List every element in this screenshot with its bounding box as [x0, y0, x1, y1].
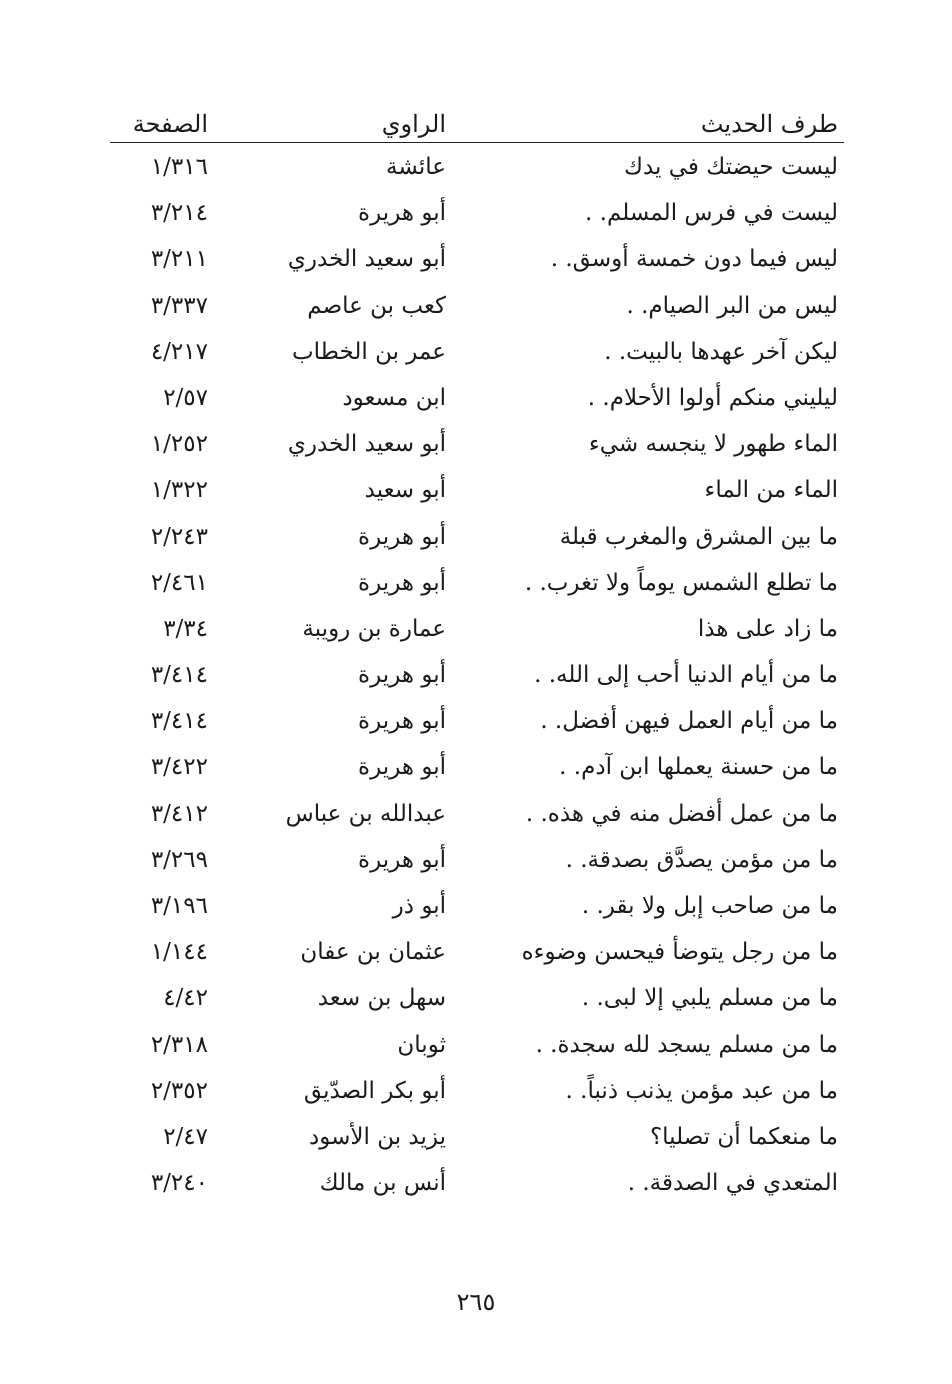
hadith-text: ما من مسلم يلبي إلا لبى. . [581, 985, 838, 1012]
hadith-text: ما من صاحب إبل ولا بقر. . [581, 893, 838, 919]
header-narrator: الراوي [381, 110, 446, 138]
narrator-name: عبدالله بن عباس [285, 800, 446, 827]
table-row [110, 240, 844, 286]
hadith-text: الماء من الماء [704, 477, 838, 504]
table-row [110, 1026, 844, 1072]
page-reference: ٣/١٩٦ [150, 893, 208, 919]
page-reference: ٣/٢٦٩ [150, 846, 208, 873]
narrator-name: ابن مسعود [342, 384, 446, 411]
page-reference: ١/٣١٦ [150, 154, 208, 180]
narrator-name: أبو هريرة [358, 200, 446, 227]
table-row [110, 748, 844, 794]
table-row [110, 148, 844, 194]
narrator-name: أبو سعيد الخدري [287, 246, 446, 273]
hadith-text: ليليني منكم أولوا الأحلام. . [587, 384, 838, 411]
table-row [110, 1118, 844, 1164]
hadith-text: ما تطلع الشمس يوماً ولا تغرب. . [524, 569, 838, 596]
narrator-name: سهل بن سعد [317, 985, 446, 1012]
hadith-text: ما زاد على هذا [697, 615, 838, 642]
narrator-name: عائشة [386, 154, 446, 180]
narrator-name: أبو سعيد الخدري [287, 431, 446, 458]
page-reference: ٣/٢٤٠ [150, 1170, 208, 1197]
table-header [110, 106, 844, 143]
hadith-text: ليكن آخر عهدها بالبيت. . [604, 338, 838, 365]
page-reference: ١/٢٥٢ [150, 431, 208, 458]
hadith-text: ما من مؤمن يصدَّق بصدقة. . [565, 846, 838, 873]
table-row [110, 656, 844, 702]
narrator-name: أبو هريرة [358, 523, 446, 550]
table-row [110, 702, 844, 748]
narrator-name: أبو سعيد [364, 477, 446, 504]
page-reference: ٣/٣٣٧ [150, 292, 208, 319]
table-row [110, 933, 844, 979]
hadith-text: ما من عمل أفضل منه في هذه. . [525, 800, 838, 827]
page-reference: ٢/٤٧ [163, 1123, 208, 1150]
page-reference: ١/١٤٤ [150, 939, 208, 966]
table-row [110, 841, 844, 887]
narrator-name: أبو هريرة [358, 846, 446, 873]
hadith-text: ما من عبد مؤمن يذنب ذنباً. . [565, 1077, 838, 1104]
hadith-text: ما بين المشرق والمغرب قبلة [559, 523, 838, 550]
page-reference: ٢/٣١٨ [150, 1031, 208, 1058]
narrator-name: أبو هريرة [358, 754, 446, 781]
page-reference: ٣/٢١٤ [150, 200, 208, 227]
page-reference: ٢/٢٤٣ [150, 523, 208, 550]
header-page: الصفحة [132, 110, 208, 138]
table-row [110, 425, 844, 471]
narrator-name: يزيد بن الأسود [308, 1123, 446, 1150]
page-reference: ١/٣٢٢ [150, 477, 208, 504]
narrator-name: عمارة بن رويبة [302, 615, 446, 642]
hadith-text: ما من أيام العمل فيهن أفضل. . [540, 708, 838, 735]
hadith-text: ما من رجل يتوضأ فيحسن وضوءه [521, 939, 838, 966]
table-row [110, 333, 844, 379]
narrator-name: أبو هريرة [358, 662, 446, 689]
table-row [110, 518, 844, 564]
table-row [110, 887, 844, 933]
table-row [110, 1164, 844, 1210]
hadith-text: ليس فيما دون خمسة أوسق. . [550, 246, 838, 273]
page-reference: ٣/٤١٢ [150, 800, 208, 827]
header-hadith: طرف الحديث [700, 110, 838, 138]
hadith-text: ما من أيام الدنيا أحب إلى الله. . [534, 662, 838, 689]
narrator-name: أبو ذر [392, 893, 446, 919]
page-reference: ٣/٤٢٢ [150, 754, 208, 781]
narrator-name: أبو هريرة [358, 569, 446, 596]
hadith-text: ليست حيضتك في يدك [623, 154, 838, 180]
table-row [110, 1072, 844, 1118]
page-reference: ٣/٤١٤ [150, 708, 208, 735]
hadith-text: ليس من البر الصيام. . [626, 292, 838, 319]
hadith-text: الماء طهور لا ينجسه شيء [588, 431, 838, 458]
page-reference: ٣/٣٤ [163, 615, 208, 642]
page-reference: ٢/٤٦١ [150, 569, 208, 596]
table-row [110, 194, 844, 240]
hadith-text: ما منعكما أن تصليا؟ [649, 1123, 838, 1150]
table-row [110, 564, 844, 610]
table-row [110, 379, 844, 425]
hadith-text: ما من مسلم يسجد لله سجدة. . [535, 1031, 838, 1058]
page-reference: ٢/٥٧ [163, 384, 208, 411]
table-row [110, 979, 844, 1025]
hadith-text: المتعدي في الصدقة. . [627, 1170, 838, 1197]
page-reference: ٤/٢١٧ [150, 338, 208, 365]
index-table [110, 148, 844, 1210]
page-number: ٢٦٥ [456, 1288, 496, 1316]
narrator-name: ثوبان [397, 1031, 446, 1058]
page-reference: ٣/٢١١ [150, 246, 208, 273]
narrator-name: أنس بن مالك [319, 1170, 446, 1197]
page-reference: ٣/٤١٤ [150, 662, 208, 689]
page-reference: ٤/٤٢ [163, 985, 208, 1012]
table-row [110, 287, 844, 333]
hadith-text: ليست في فرس المسلم. . [585, 200, 838, 227]
table-row [110, 795, 844, 841]
hadith-text: ما من حسنة يعملها ابن آدم. . [559, 754, 838, 781]
narrator-name: عثمان بن عفان [300, 939, 446, 966]
table-row [110, 471, 844, 517]
page-reference: ٢/٣٥٢ [150, 1077, 208, 1104]
table-row [110, 610, 844, 656]
narrator-name: كعب بن عاصم [307, 292, 446, 319]
narrator-name: عمر بن الخطاب [291, 338, 446, 365]
narrator-name: أبو هريرة [358, 708, 446, 735]
narrator-name: أبو بكر الصدّيق [303, 1077, 446, 1104]
